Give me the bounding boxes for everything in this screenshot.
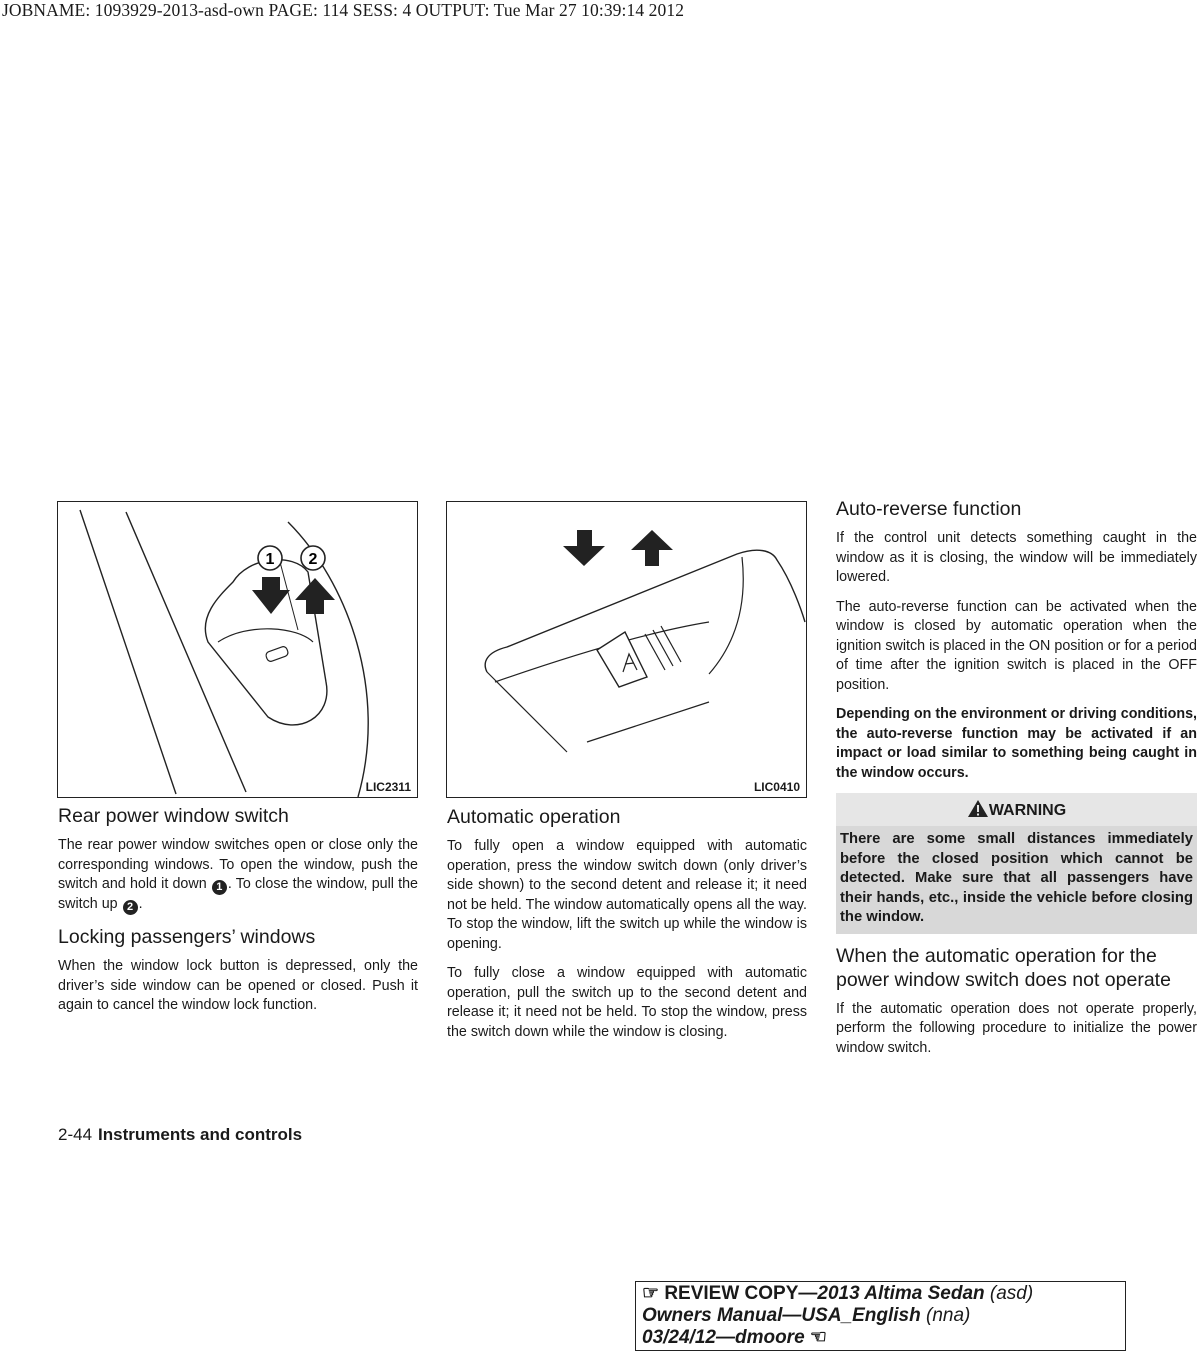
figure-rear-window-switch	[57, 501, 418, 798]
marker-1: 1	[212, 880, 227, 895]
page-number: 2-44	[58, 1125, 93, 1144]
down-arrow-icon	[563, 530, 605, 566]
auto-reverse-heading: Auto-reverse function	[836, 498, 1022, 520]
figure-code: LIC2311	[365, 780, 411, 794]
warning-box	[836, 793, 1197, 934]
warning-header	[836, 793, 1197, 826]
warning-label: WARNING	[988, 802, 1067, 819]
column-1	[58, 804, 418, 1026]
automatic-operation-heading: Automatic operation	[447, 806, 621, 828]
rear-window-heading: Rear power window switch	[58, 805, 289, 827]
auto-reverse-paragraph-3: Depending on the environment or driving conditions, the auto-reverse function may be activated if an impact or load similar to something being caught in the window occurs.	[836, 706, 1197, 781]
marker-2: 2	[123, 900, 138, 915]
auto-reverse-paragraph-1: If the control unit detects something caught in the window as it is closing, the window will be immediately lowered.	[836, 530, 1197, 585]
hand-left-icon: ☜	[809, 1327, 827, 1348]
automatic-paragraph-2: To fully close a window equipped with automatic operation, pull the switch up to the second detent and release it; it need not be held. To stop the window, press the switch down while the window is closing.	[447, 965, 807, 1040]
no-operate-paragraph: If the automatic operation does not operate properly, perform the following procedure to initialize the power window switch.	[836, 1000, 1197, 1056]
figure-code: LIC0410	[753, 780, 800, 794]
up-arrow-icon	[631, 530, 673, 566]
page-footer	[58, 1125, 302, 1145]
callout-2: 2	[308, 551, 318, 568]
section-name: Instruments and controls	[98, 1125, 303, 1144]
locking-paragraph: When the window lock button is depressed, only the driver’s side window can be opened or closed. Push it again to cancel the window lock function.	[58, 958, 418, 1013]
callout-1: 1	[265, 551, 275, 568]
rear-switch-illustration	[58, 502, 417, 797]
no-operate-heading: When the automatic operation for the power window switch does not operate	[836, 944, 1171, 991]
auto-reverse-paragraph-2: The auto-reverse function can be activated when the window is closed by automatic operation when the ignition switch is placed in the ON position or for a period of time after the ignition switch is placed in the OFF position.	[836, 598, 1197, 693]
automatic-paragraph-1: To fully open a window equipped with automatic operation, press the window switch down (only driver’s side shown) to the second detent and release it; it need not be held. The window automatically opens all the way. To stop the window, lift the switch up while the window is opening.	[447, 838, 807, 952]
warning-text: There are some small distances immediately before the closed position which cannot be detected. Make sure that all passengers have their hands, etc., inside the vehicle before closing the window.	[840, 831, 1193, 925]
pointing-hand-icon: ☞	[642, 1283, 660, 1304]
locking-heading: Locking passengers’ windows	[58, 926, 316, 948]
warning-triangle-icon	[967, 799, 989, 818]
review-copy-box: ☞ REVIEW COPY—2013 Altima Sedan (asd) Owners Manual—USA_English (nna) 03/24/12—dmoore ☜	[635, 1281, 1126, 1351]
column-2	[447, 805, 807, 1052]
auto-button	[597, 632, 647, 687]
rear-window-paragraph: The rear power window switches open or close only the corresponding windows. To open the window, push the switch and hold it down 1 . To close the window, pull the switch up 2 .	[58, 837, 419, 913]
column-3	[836, 497, 1197, 1068]
figure-automatic-operation	[446, 501, 807, 798]
auto-switch-illustration	[447, 502, 806, 797]
job-header-line: JOBNAME: 1093929-2013-asd-own PAGE: 114 SESS: 4 OUTPUT: Tue Mar 27 10:39:14 2012	[2, 0, 685, 20]
